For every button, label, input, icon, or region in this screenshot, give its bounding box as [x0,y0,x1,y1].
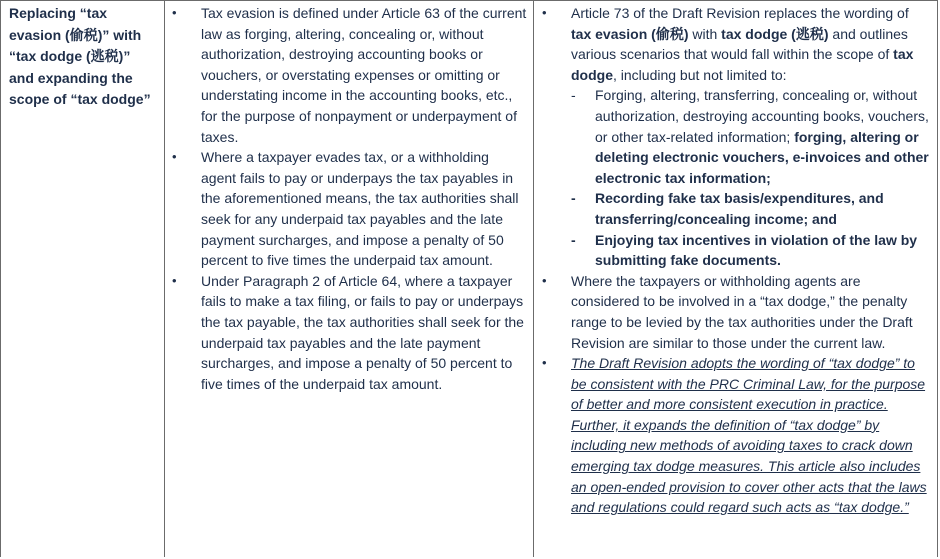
intro-text: , including but not limited to: [613,66,787,83]
list-item [172,271,527,395]
bullet-icon: • [172,149,177,165]
dash-icon: - [571,190,576,207]
intro-term-tax-evasion: tax evasion (偷税) [571,25,689,42]
current-law-item-2: Where a taxpayer evades tax, or a withholding agent fails to pay or underpays the tax payables in the aforementioned means, the tax authorities shall seek for any underpaid tax payables and the late payment surcharges, and impose a penalty of 50 percent to five times the underpaid tax amount. [201,149,519,269]
list-item [571,230,931,271]
list-item [542,3,931,271]
list-item [172,3,527,147]
scenario-1: Forging, altering, transferring, concealing or, without authorization, destroying accounting books, vouchers, or other tax-related information; [595,87,929,145]
topic-cell [1,1,165,557]
intro-term-tax-dodge: tax dodge (逃税) [721,25,829,42]
current-law-item-1: Tax evasion is defined under Article 63 of the current law as forging, altering, concealing or, without authorization, destroying accounting books or vouchers, or overstating expenses or omitting or understating income in the accounting books, etc., for the purpose of nonpayment or underpayment of taxes. [201,5,527,145]
bullet-icon: • [172,5,177,20]
topic-heading: Replacing “tax evasion (偷税)” with “tax dodge (逃税)” and expanding the scope of “tax dodge” [9,5,151,107]
list-item [571,188,931,229]
bullet-icon: • [542,5,547,20]
current-law-item-3: Under Paragraph 2 of Article 64, where a taxpayer fails to make a tax filing, or fails to pay or underpays the tax payable, the tax authorities shall seek for the underpaid tax payables and the late payment surcharges, and impose a penalty of 50 percent to five times of the underpaid tax amount. [201,272,524,392]
scenario-3: Enjoying tax incentives in violation of the law by submitting fake documents. [595,231,918,269]
draft-revision-cell [534,1,937,557]
bullet-icon: • [542,355,547,371]
scenario-list [571,85,931,270]
intro-text: Article 73 of the Draft Revision replaces the wording of [571,5,909,21]
dash-icon: - [571,87,576,104]
list-item [542,271,931,353]
bullet-icon: • [172,272,177,288]
current-law-list [165,1,533,394]
intro-text: with [688,25,722,42]
penalty-text: Where the taxpayers or withholding agents are considered to be involved in a “tax dodge,” the penalty range to be levied by the tax authorities under the Draft Revision are similar to those under the current law. [571,272,913,351]
list-item [571,85,931,188]
dash-icon: - [571,231,576,248]
intro-text: and outlines various scenarios that would fall within the scope of [571,25,908,63]
bullet-icon: • [542,272,547,288]
intro-term-tax-dodge: tax dodge [571,46,914,83]
list-item [542,353,931,518]
current-law-cell [165,1,534,557]
draft-revision-list [534,1,937,518]
list-item [172,147,527,271]
scenario-2: Recording fake tax basis/expenditures, and transferring/concealing income; and [595,190,884,227]
commentary-text: The Draft Revision adopts the wording of “tax dodge” to be consistent with the PRC Criminal Law, for the purpose of better and more consistent execution in practice. Further, it expands the definition of “tax dodge” by including new methods of avoiding taxes to crack down emerging tax dodge measures. This article also includes an open-ended provision to cover other acts that the laws and regulations could regard such acts as “tax dodge.” [571,355,927,516]
scenario-1-bold: forging, altering or deleting electronic vouchers, e-invoices and other electronic tax information; [595,128,929,186]
